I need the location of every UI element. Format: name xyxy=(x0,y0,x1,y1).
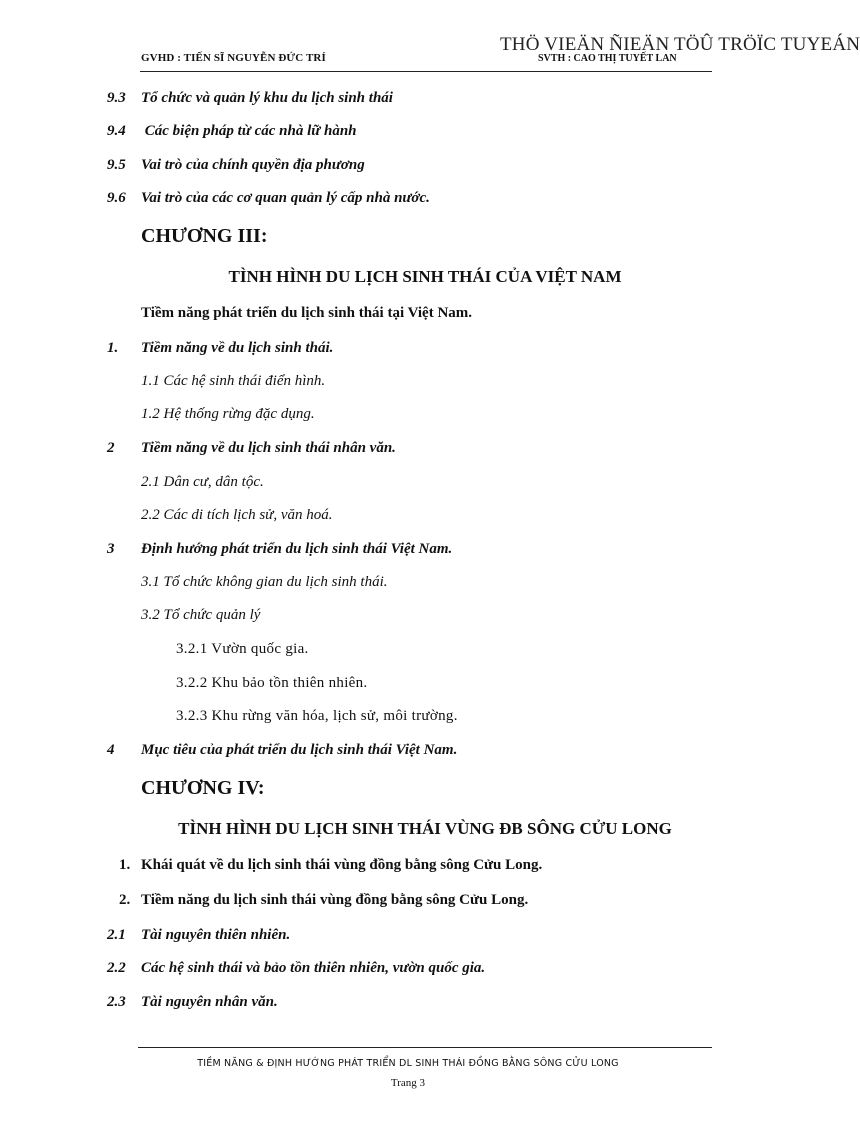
item-number: 9.4 xyxy=(107,123,126,139)
item-text: Tài nguyên nhân văn. xyxy=(141,994,278,1010)
subsubitem-text: 3.2.1 Vườn quốc gia. xyxy=(176,641,309,657)
item-number: 2. xyxy=(119,892,131,908)
item-number: 2.1 xyxy=(107,927,126,943)
subitem-text: 1.1 Các hệ sinh thái điển hình. xyxy=(141,373,326,389)
chapter-title: TÌNH HÌNH DU LỊCH SINH THÁI CỦA VIỆT NAM xyxy=(228,267,622,286)
item-number: 2 xyxy=(107,440,115,456)
item-number: 4 xyxy=(107,742,115,758)
subitem-text: 2.1 Dân cư, dân tộc. xyxy=(141,474,264,490)
item-text: Tài nguyên thiên nhiên. xyxy=(141,927,291,943)
item-text: Các hệ sinh thái và bảo tồn thiên nhiên, vườn quốc gia. xyxy=(141,960,486,976)
subsubitem-text: 3.2.3 Khu rừng văn hóa, lịch sử, môi trường. xyxy=(176,708,458,724)
item-text: Các biện pháp từ các nhà lữ hành xyxy=(141,123,357,139)
subitem-text: 3.1 Tổ chức không gian du lịch sinh thái. xyxy=(141,574,388,590)
item-number: 2.3 xyxy=(107,994,126,1010)
item-number: 1. xyxy=(119,857,131,873)
subitem-text: 3.2 Tổ chức quản lý xyxy=(141,607,261,623)
item-number: 9.5 xyxy=(107,157,126,173)
item-number: 3 xyxy=(107,541,115,557)
item-text: Tiềm năng về du lịch sinh thái nhân văn. xyxy=(141,440,396,456)
item-number: 9.6 xyxy=(107,190,126,206)
page-number: Trang 3 xyxy=(390,1077,426,1089)
item-text: Vai trò của chính quyền địa phương xyxy=(141,157,365,173)
header-student: SVTH : CAO THỊ TUYẾT LAN xyxy=(538,53,677,64)
item-number: 2.2 xyxy=(107,960,126,976)
item-text: Khái quát về du lịch sinh thái vùng đồng bằng sông Cửu Long. xyxy=(141,857,543,873)
item-text: Tổ chức và quản lý khu du lịch sinh thái xyxy=(141,90,393,106)
header-library-watermark: THÖ VIEÄN ÑIEÄN TÖÛ TRÖÏC TUYEÁN xyxy=(500,34,860,55)
subitem-text: 2.2 Các di tích lịch sử, văn hoá. xyxy=(141,507,333,523)
footer-title: TIỀM NĂNG & ĐỊNH HƯỚNG PHÁT TRIỂN DL SINH THÁI ĐỒNG BẰNG SÔNG CỬU LONG xyxy=(197,1058,619,1069)
item-text: Tiềm năng du lịch sinh thái vùng đồng bằng sông Cửu Long. xyxy=(141,892,529,908)
item-text: Mục tiêu của phát triển du lịch sinh thái Việt Nam. xyxy=(141,742,458,758)
item-text: Vai trò của các cơ quan quản lý cấp nhà nước. xyxy=(141,190,430,206)
chapter-heading: CHƯƠNG IV: xyxy=(141,777,265,799)
item-number: 1. xyxy=(107,340,119,356)
header-instructor: GVHD : TIẾN SĨ NGUYỄN ĐỨC TRÍ xyxy=(141,52,326,64)
item-text: Tiềm năng về du lịch sinh thái. xyxy=(141,340,334,356)
chapter-heading: CHƯƠNG III: xyxy=(141,225,268,247)
chapter-title: TÌNH HÌNH DU LỊCH SINH THÁI VÙNG ĐB SÔNG CỬU LONG xyxy=(178,819,672,838)
subitem-text: 1.2 Hệ thống rừng đặc dụng. xyxy=(141,406,315,422)
subsubitem-text: 3.2.2 Khu bảo tồn thiên nhiên. xyxy=(176,675,368,691)
header-divider xyxy=(140,71,712,72)
item-number: 9.3 xyxy=(107,90,126,106)
section-heading: Tiềm năng phát triển du lịch sinh thái tại Việt Nam. xyxy=(141,305,473,321)
item-text: Định hướng phát triển du lịch sinh thái Việt Nam. xyxy=(141,541,453,557)
footer-divider xyxy=(138,1047,712,1048)
